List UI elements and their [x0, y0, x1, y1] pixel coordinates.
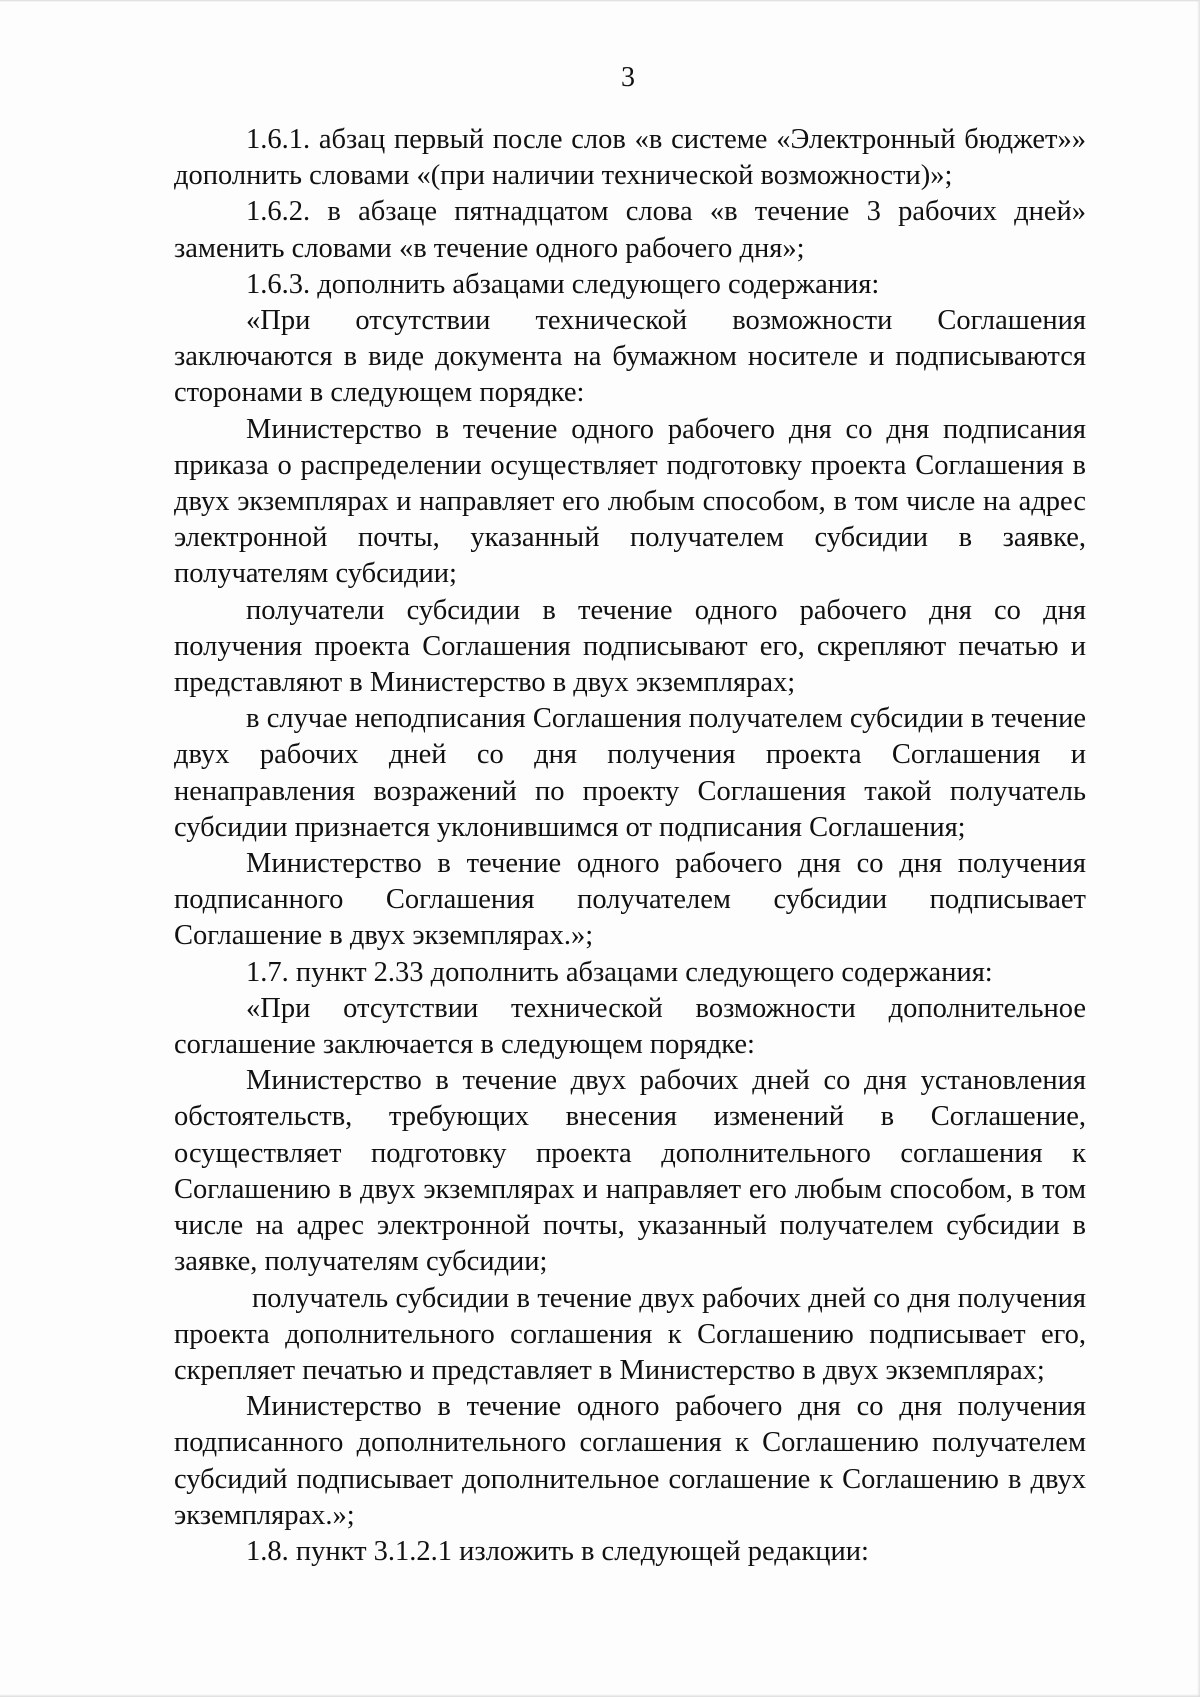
paragraph-1-6-1: 1.6.1. абзац первый после слов «в системе «Электронный бюджет»» дополнить словами «(при наличии технической возможности)»;	[174, 124, 1086, 192]
paragraph-1-8: 1.8. пункт 3.1.2.1 изложить в следующей редакции:	[246, 1535, 869, 1567]
paragraph-recipient-signs-additional: получатель субсидии в течение двух рабочих дней со дня получения проекта дополнительного соглашения к Соглашению подписывает его, скрепляет печатью и представляет в Министерство в двух экземплярах;	[174, 1282, 1086, 1386]
paragraph-quote-no-tech-additional: «При отсутствии технической возможности дополнительное соглашение заключается в следующем порядке:	[174, 992, 1086, 1061]
scan-edge-top	[0, 0, 1200, 2]
paragraph-refusal-to-sign: в случае неподписания Соглашения получателем субсидии в течение двух рабочих дней со дня получения проекта Соглашения и ненаправления возражений по проекту Соглашения такой получатель субсидии признается уклонившимся от подписания Соглашения;	[174, 703, 1086, 843]
paragraph-ministry-signs-additional: Министерство в течение одного рабочего дня со дня получения подписанного дополнительного соглашения к Соглашению получателем субсидий подписывает дополнительное соглашение к Соглашению в двух экземплярах.»;	[174, 1391, 1086, 1531]
paragraph-quote-no-tech-agreements: «При отсутствии технической возможности Соглашения заключаются в виде документа на бумажном носителе и подписываются сторонами в следующем порядке:	[174, 305, 1086, 409]
page-number: 3	[621, 62, 635, 93]
document-body	[174, 122, 1086, 1570]
paragraph-1-7: 1.7. пункт 2.33 дополнить абзацами следующего содержания:	[246, 956, 993, 988]
paragraph-ministry-signs-agreement: Министерство в течение одного рабочего дня со дня получения подписанного Соглашения получателем субсидии подписывает Соглашение в двух экземплярах.»;	[174, 848, 1086, 952]
paragraph-ministry-prepares-additional: Министерство в течение двух рабочих дней со дня установления обстоятельств, требующих внесения изменений в Соглашение, осуществляет подготовку проекта дополнительного соглашения к Соглашению в двух экземплярах и направляет его любым способом, в том числе на адрес электронной почты, указанный получателем субсидии в заявке, получателям субсидии;	[174, 1065, 1086, 1278]
paragraph-recipients-sign: получатели субсидии в течение одного рабочего дня со дня получения проекта Соглашения подписывают его, скрепляют печатью и представляют в Министерство в двух экземплярах;	[174, 594, 1086, 699]
paragraph-ministry-prepares-agreement: Министерство в течение одного рабочего дня со дня подписания приказа о распределении осуществляет подготовку проекта Соглашения в двух экземплярах и направляет его любым способом, в том числе на адрес электронной почты, указанный получателем субсидии в заявке, получателям субсидии;	[174, 413, 1086, 590]
paragraph-1-6-2: 1.6.2. в абзаце пятнадцатом слова «в течение 3 рабочих дней» заменить словами «в течение одного рабочего дня»;	[174, 196, 1086, 264]
paragraph-1-6-3: 1.6.3. дополнить абзацами следующего содержания:	[246, 268, 880, 300]
